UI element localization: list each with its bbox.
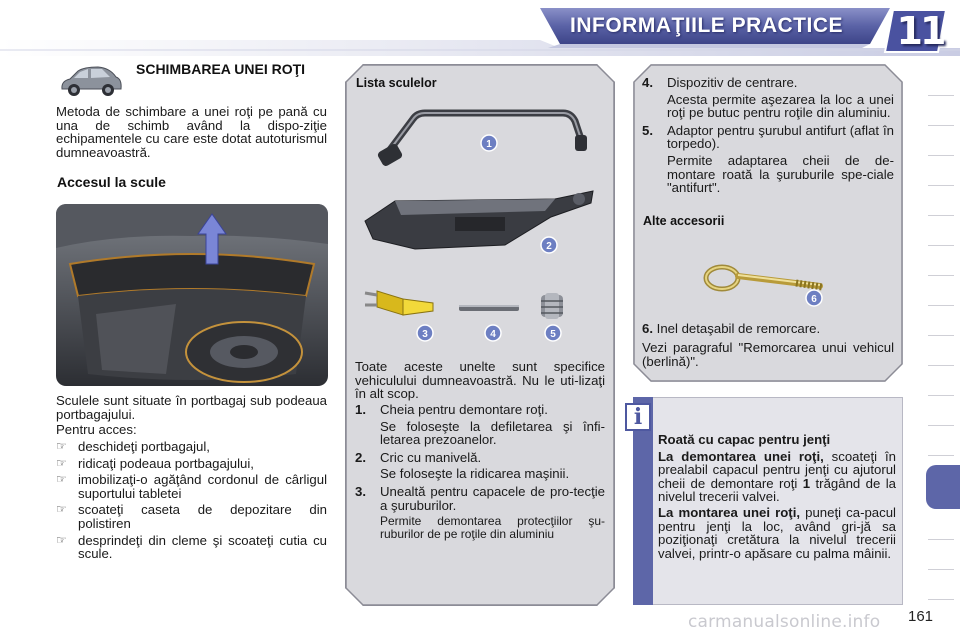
chapter-tab-16[interactable]: [928, 570, 954, 600]
list-item: 2. Cric cu manivelă.: [355, 449, 482, 465]
chapter-tab-2[interactable]: [928, 96, 954, 126]
list-item: ☞ ridicaţi podeaua portbagajului,: [56, 455, 254, 471]
list-item: ☞ imobilizaţi-o agăţând cordonul de cârligul suportului tabletei: [56, 472, 327, 501]
list-item: 4. Dispozitiv de centrare.: [642, 75, 798, 90]
access-steps-list: [56, 440, 327, 561]
tool-items-list: [355, 403, 605, 540]
info-content: [658, 433, 896, 560]
page-title: SCHIMBAREA UNEI ROŢI: [136, 61, 306, 77]
car-icon: [58, 63, 124, 99]
access-label: Pentru acces:: [56, 422, 137, 437]
callout-3: [417, 325, 433, 341]
info-removal-paragraph: La demontarea unei roţi, scoateţi în prealabil capacul pentru jenţi cu ajutorul cheii de demontare roţi 1 trăgând de la nivelul trecerii valvei.: [658, 448, 896, 505]
list-item: ☞ deschideţi portbagajul,: [56, 439, 210, 454]
list-item: ☞ scoateţi caseta de depozitare din polistiren: [56, 502, 327, 531]
list-item-detail: Acesta permite aşezarea la loc a unei roţi pe butuc pentru roţile din aluminiu.: [667, 91, 894, 121]
list-item-detail: Permite adaptarea cheii de de-montare roată la şuruburile spe-ciale "antifurt".: [667, 152, 894, 196]
chapter-tab-9[interactable]: [928, 306, 954, 336]
callout-1: [481, 135, 497, 151]
chapter-tab-5[interactable]: [928, 186, 954, 216]
chapter-tab-4[interactable]: [928, 156, 954, 186]
info-title: Roată cu capac pentru jenţi: [658, 432, 831, 447]
location-text: Sculele sunt situate în portbagaj sub podeaua portbagajului.: [56, 393, 327, 422]
tool-list-heading: Lista sculelor: [356, 76, 437, 90]
item6-label: Inel detaşabil de remorcare.: [656, 321, 821, 336]
chapter-tab-3[interactable]: [928, 126, 954, 156]
info-icon: i: [625, 403, 651, 431]
trunk-photo: [56, 204, 328, 386]
chapter-tab-active[interactable]: [926, 465, 960, 509]
tools-summary: Toate aceste unelte sunt specifice vehiculului dumneavoastră. Nu le uti-lizaţi în alt scop.: [355, 359, 605, 402]
right-items-list: [642, 76, 894, 195]
list-item-detail: Permite demontarea protecţiilor şu-ruburilor de pe roţile din aluminiu: [380, 514, 605, 541]
callout-6: [806, 290, 822, 306]
info-mount-paragraph: La montarea unei roţi, puneţi ca-pacul pentru jenţi la loc, având gri-jă sa poziţionaţi cretătura la nivelul trecerii valvei, printr-o apăsare cu palma mâinii.: [658, 504, 896, 561]
callout-5: [545, 325, 561, 341]
access-heading: Accesul la scule: [57, 174, 166, 190]
chapter-badge: [892, 8, 948, 54]
chapter-tab-13[interactable]: [928, 426, 954, 456]
accessories-heading: Alte accesorii: [643, 214, 725, 228]
section-title: INFORMAŢIILE PRACTICE: [570, 14, 843, 37]
chapter-tab-14[interactable]: [928, 510, 954, 540]
towing-reference-text: Vezi paragraful "Remorcarea unui vehicul (berlină)".: [642, 340, 894, 369]
list-item-detail: Se foloseşte la defiletarea şi înfi-letarea prezoanelor.: [380, 418, 605, 448]
small-tools-image: [365, 291, 563, 319]
chapter-tab-1[interactable]: [928, 66, 954, 96]
jack-image: [365, 191, 593, 249]
callout-4-label: 4: [490, 329, 496, 340]
watermark: carmanualsonline.info: [688, 612, 881, 632]
page-header: [0, 0, 960, 56]
item6-num: 6.: [642, 321, 653, 336]
towing-eye-illustration: [700, 258, 840, 314]
list-item-detail: Se foloseşte la ridicarea maşinii.: [380, 466, 570, 482]
chapter-number: 11: [896, 9, 944, 53]
callout-3-label: 3: [422, 329, 428, 340]
callout-5-label: 5: [550, 329, 556, 340]
callout-1-label: 1: [486, 139, 492, 150]
list-item: 5. Adaptor pentru şurubul antifurt (aflat în torpedo).: [642, 122, 894, 152]
callout-2: [541, 237, 557, 253]
chapter-tab-11[interactable]: [928, 366, 954, 396]
callout-6-label: 6: [811, 294, 817, 305]
list-item: 3. Unealtă pentru capacele de pro-tecţie a şuruburilor.: [355, 483, 605, 513]
chapter-tab-7[interactable]: [928, 246, 954, 276]
towing-eye-item: [642, 322, 894, 336]
chapter-tab-12[interactable]: [928, 396, 954, 426]
list-item: 1. Cheia pentru demontare roţi.: [355, 402, 548, 417]
intro-text: Metoda de schimbare a unei roţi pe pană cu una de schimb având la dispo-ziţie echipamentele cu care este dotat autoturismul dumneavoastră.: [56, 104, 327, 160]
chapter-tab-15[interactable]: [928, 540, 954, 570]
page-number: 161: [908, 608, 934, 625]
list-item: ☞ desprindeţi din cleme şi scoateţi cutia cu scule.: [56, 532, 327, 562]
chapter-tab-8[interactable]: [928, 276, 954, 306]
tools-illustration: [355, 95, 605, 355]
callout-4: [485, 325, 501, 341]
callout-2-label: 2: [546, 241, 552, 252]
chapter-tab-6[interactable]: [928, 216, 954, 246]
chapter-tab-10[interactable]: [928, 336, 954, 366]
